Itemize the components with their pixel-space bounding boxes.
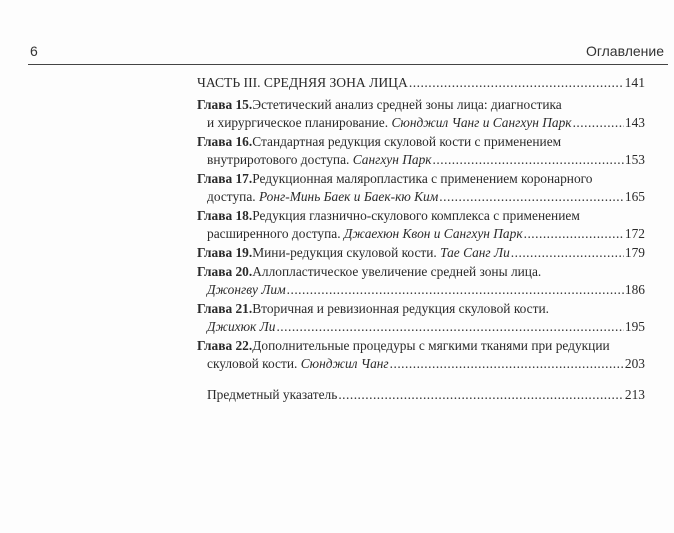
- chapter-title-line2: доступа.: [207, 189, 256, 204]
- dot-leader: [276, 318, 623, 336]
- chapter-authors: Джонгву Лим: [207, 282, 286, 297]
- chapter-title-line1: Редукционная маляропластика с применением коронарного: [252, 171, 593, 186]
- page-number: 6: [30, 43, 38, 59]
- toc-part[interactable]: [197, 74, 645, 92]
- chapter-page: 179: [624, 245, 645, 260]
- index-page: 213: [624, 387, 645, 402]
- chapter-page: 203: [624, 356, 645, 371]
- chapter-title-line2: расширенного доступа.: [207, 226, 341, 241]
- chapter-title-line1: Редукция глазнично-скулового комплекса с применением: [252, 208, 580, 223]
- chapter-authors: Джаехюн Квон и Сангхун Парк: [343, 226, 523, 241]
- part-title: ЧАСТЬ III. СРЕДНЯЯ ЗОНА ЛИЦА: [197, 75, 408, 90]
- chapter-label: Глава 18.: [197, 208, 253, 223]
- chapter-authors: Ронг-Минь Баек и Баек-кю Ким: [258, 189, 439, 204]
- chapter-title-line1: Вторичная и ревизионная редукция скуловой кости.: [252, 301, 549, 316]
- chapter-title-line2: скуловой кости.: [207, 356, 298, 371]
- running-header: Оглавление: [585, 43, 664, 59]
- chapter-label: Глава 15.: [197, 97, 253, 112]
- dot-leader: [511, 244, 624, 262]
- dot-leader: [524, 225, 624, 243]
- dot-leader: [409, 74, 624, 92]
- chapter-authors: Сюнджил Чанг: [300, 356, 389, 371]
- toc-chapter[interactable]: [197, 207, 645, 243]
- toc-chapter[interactable]: [197, 133, 645, 169]
- chapter-label: Глава 17.: [197, 171, 253, 186]
- chapter-label: Глава 22.: [197, 338, 253, 353]
- chapter-page: 153: [624, 152, 645, 167]
- toc-chapter[interactable]: [197, 170, 645, 206]
- header-rule: [28, 64, 668, 65]
- chapter-title-line1: Эстетический анализ средней зоны лица: диагностика: [252, 97, 562, 112]
- toc-chapter[interactable]: [197, 263, 645, 299]
- table-of-contents: [197, 74, 645, 404]
- chapter-label: Глава 20.: [197, 264, 253, 279]
- chapter-authors: Тае Санг Ли: [440, 245, 510, 260]
- dot-leader: [573, 114, 624, 132]
- chapter-title-line2: внутриротового доступа.: [207, 152, 350, 167]
- chapter-page: 172: [624, 226, 645, 241]
- chapter-authors: Сангхун Парк: [352, 152, 432, 167]
- toc-chapter[interactable]: [197, 96, 645, 132]
- chapter-authors: Джихюк Ли: [207, 319, 276, 334]
- chapter-page: 165: [624, 189, 645, 204]
- toc-chapter[interactable]: [197, 244, 645, 262]
- index-title: Предметный указатель: [207, 387, 338, 402]
- toc-index[interactable]: [197, 386, 645, 404]
- dot-leader: [390, 355, 624, 373]
- chapter-label: Глава 19.: [197, 245, 253, 260]
- chapter-title-line1: Дополнительные процедуры с мягкими тканями при редукции: [252, 338, 610, 353]
- chapter-label: Глава 21.: [197, 301, 253, 316]
- chapter-title-line1: Аллопластическое увеличение средней зоны лица.: [252, 264, 542, 279]
- chapter-title-line1: Стандартная редукция скуловой кости с применением: [252, 134, 562, 149]
- chapter-label: Глава 16.: [197, 134, 253, 149]
- dot-leader: [338, 386, 624, 404]
- dot-leader: [433, 151, 624, 169]
- chapter-title-line1: Мини-редукция скуловой кости.: [252, 245, 437, 260]
- toc-chapter[interactable]: [197, 300, 645, 336]
- dot-leader: [287, 281, 624, 299]
- chapter-page: 186: [624, 282, 645, 297]
- chapter-title-line2: и хирургическое планирование.: [207, 115, 389, 130]
- toc-chapter[interactable]: [197, 337, 645, 373]
- part-page: 141: [624, 75, 645, 90]
- chapter-page: 195: [624, 319, 645, 334]
- chapter-authors: Сюнджил Чанг и Сангхун Парк: [391, 115, 572, 130]
- dot-leader: [439, 188, 624, 206]
- chapter-page: 143: [624, 115, 645, 130]
